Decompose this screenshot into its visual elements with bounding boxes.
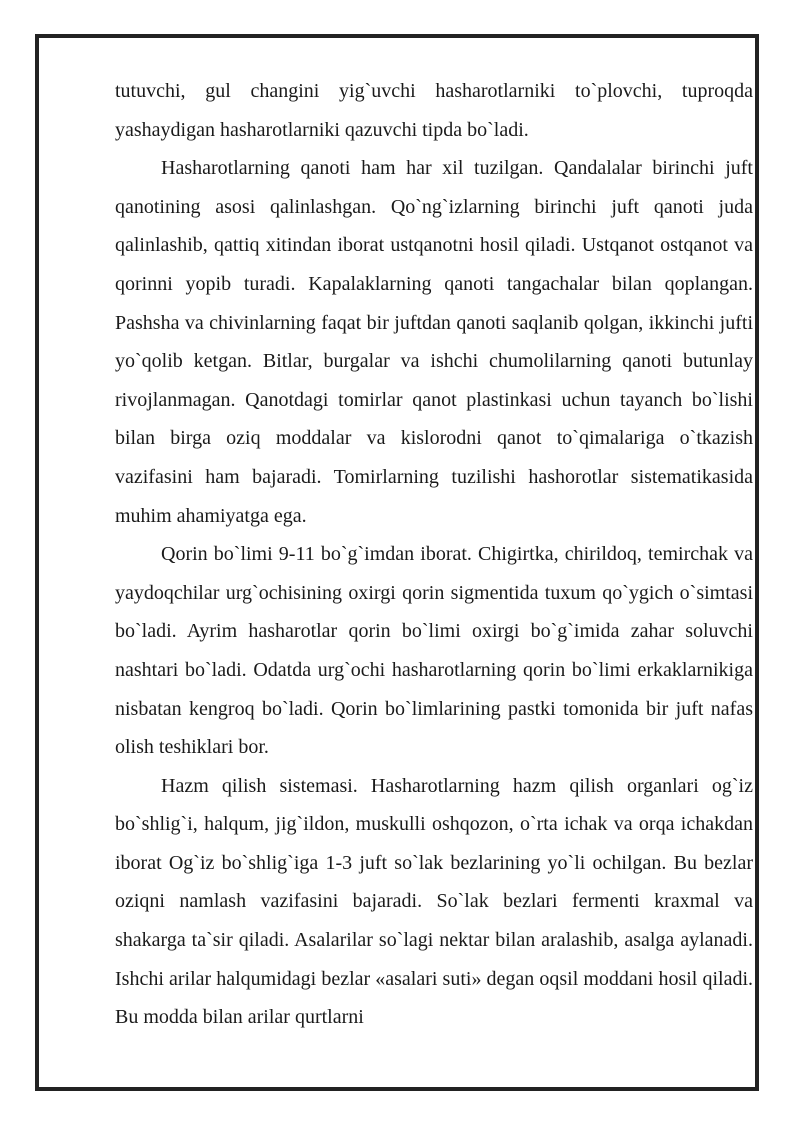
paragraph-abdomen: Qorin bo`limi 9-11 bo`g`imdan iborat. Chigirtka, chirildoq, temirchak va yaydoqchilar urg`ochisining oxirgi qorin sigmentida tuxum qo`ygich o`simtasi bo`ladi. Ayrim hasharotlar qorin bo`limi oxirgi bo`g`imida zahar soluvchi nashtari bo`ladi. Odatda urg`ochi hasharotlarning qorin bo`limi erkaklarnikiga nisbatan kengroq bo`ladi. Qorin bo`limlarining pastki tomonida bir juft nafas olish teshiklari bor. [115,543,753,759]
document-body [115,72,753,1037]
paragraph-continuation: tutuvchi, gul changini yig`uvchi hasharotlarniki to`plovchi, tuproqda yashaydigan hasharotlarniki qazuvchi tipda bo`ladi. [115,80,753,141]
paragraph-digestive-system: Hazm qilish sistemasi. Hasharotlarning hazm qilish organlari og`iz bo`shlig`i, halqum, jig`ildon, muskulli oshqozon, o`rta ichak va orqa ichakdan iborat Og`iz bo`shlig`iga 1-3 juft so`lak bezlarining yo`li ochilgan. Bu bezlar oziqni namlash vazifasini bajaradi. So`lak bezlari fermenti kraxmal va shakarga ta`sir qiladi. Asalarilar so`lagi nektar bilan aralashib, asalga aylanadi. Ishchi arilar halqumidagi bezlar «asalari suti» degan oqsil moddani hosil qiladi. Bu modda bilan arilar qurtlarni [115,774,753,1029]
paragraph-wings: Hasharotlarning qanoti ham har xil tuzilgan. Qandalalar birinchi juft qanotining asosi qalinlashgan. Qo`ng`izlarning birinchi juft qanoti juda qalinlashib, qattiq xitindan iborat ustqanotni hosil qiladi. Ustqanot ostqanot va qorinni yopib turadi. Kapalaklarning qanoti tangachalar bilan qoplangan. Pashsha va chivinlarning faqat bir juftdan qanoti saqlanib qolgan, ikkinchi jufti yo`qolib ketgan. Bitlar, burgalar va ishchi chumolilarning qanoti butunlay rivojlanmagan. Qanotdagi tomirlar qanot plastinkasi uchun tayanch bo`lishi bilan birga oziq moddalar va kislorodni qanot to`qimalariga o`tkazish vazifasini ham bajaradi. Tomirlarning tuzilishi hashorotlar sistematikasida muhim ahamiyatga ega. [115,157,753,527]
